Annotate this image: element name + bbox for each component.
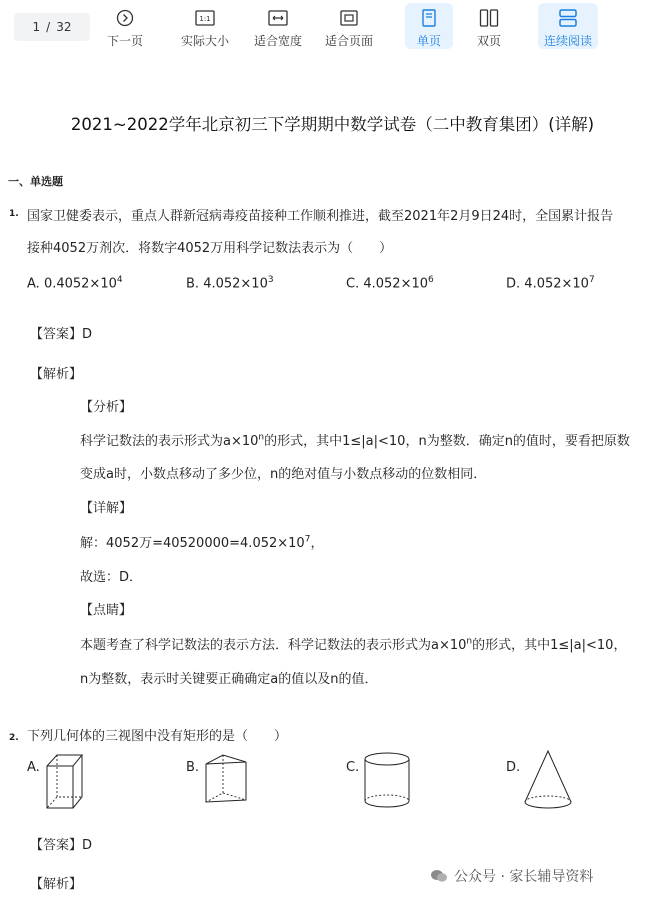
option-label: A. xyxy=(27,276,40,292)
section-heading: 一、单选题 xyxy=(8,175,63,188)
question-1-fenxi-line-1: 科学记数法的表示形式为$a\times 10^n$的形式，其中1≤|a|<10，n为整数．确定n的值时，要看把原数 xyxy=(80,432,630,449)
option-label: C. xyxy=(346,276,360,292)
question-2-option-d-label: D. xyxy=(506,760,521,775)
triangular-prism-figure xyxy=(203,752,249,804)
question-2-answer: 【答案】D xyxy=(30,838,93,853)
single-page-label: 单页 xyxy=(416,34,441,48)
option-label: D. xyxy=(506,276,521,292)
question-1-dianjing-line-2: n为整数，表示时关键要正确确定a的值以及n的值． xyxy=(80,672,378,687)
single-page-button[interactable] xyxy=(405,3,453,49)
question-1-number: 1. xyxy=(9,209,19,219)
question-2-option-c-label: C. xyxy=(346,760,360,775)
question-1-dianjing-heading: 【点睛】 xyxy=(80,603,133,618)
fit-page-button[interactable] xyxy=(320,3,378,49)
question-2-option-a-label: A. xyxy=(27,760,40,775)
pdf-toolbar xyxy=(0,0,665,56)
document-title: 2021~2022学年北京初三下学期期中数学试卷（二中教育集团）(详解) xyxy=(70,115,595,134)
option-label: B. xyxy=(186,276,200,292)
option-exponent: 4 xyxy=(116,275,123,285)
actual-size-label: 实际大小 xyxy=(180,34,229,48)
continuous-reading-label: 连续阅读 xyxy=(543,34,592,48)
fit-width-label: 适合宽度 xyxy=(253,34,302,48)
fit-width-icon xyxy=(267,7,289,28)
question-1-fenxi-line-2: 变成a时，小数点移动了多少位，n的绝对值与小数点移动的位数相同． xyxy=(80,467,487,482)
watermark xyxy=(430,866,593,886)
question-2-option-b-label: B. xyxy=(186,760,200,775)
question-2-analysis-heading: 【解析】 xyxy=(30,877,83,892)
question-1-answer: 【答案】D xyxy=(30,327,93,342)
svg-text:1:1: 1:1 xyxy=(199,14,211,23)
continuous-reading-icon xyxy=(557,7,579,28)
page-indicator[interactable] xyxy=(14,13,90,41)
question-1-solution: 解：4052万$=40520000=4.052\times 10^7$， xyxy=(80,534,324,551)
option-exponent: 3 xyxy=(267,275,274,285)
question-2-number: 2. xyxy=(9,733,19,743)
question-1-option-b xyxy=(186,275,274,291)
next-page-button[interactable] xyxy=(102,3,148,49)
question-1-dianjing-line-1: 本题考查了科学记数法的表示方法．科学记数法的表示形式为$a\times 10^n$的形式，其中1≤|a|<10， xyxy=(80,636,627,653)
option-exponent: 7 xyxy=(588,275,595,285)
cylinder-figure xyxy=(361,750,413,810)
fit-width-button[interactable] xyxy=(249,3,307,49)
question-1-option-c xyxy=(346,275,434,291)
cuboid-figure xyxy=(44,752,84,810)
question-1-xiangjie-heading: 【详解】 xyxy=(80,501,133,516)
wechat-icon xyxy=(430,869,448,883)
question-1-line-1: 国家卫健委表示，重点人群新冠病毒疫苗接种工作顺利推进，截至2021年2月9日24时，全国累计报告 xyxy=(27,209,614,224)
question-2-text: 下列几何体的三视图中没有矩形的是（ ） xyxy=(27,729,288,744)
double-page-label: 双页 xyxy=(476,34,501,48)
continuous-reading-button[interactable] xyxy=(538,3,598,49)
option-value: 4.052×10 xyxy=(203,276,268,292)
single-page-icon xyxy=(418,7,440,28)
question-1-fenxi-heading: 【分析】 xyxy=(80,400,133,415)
chevron-right-circle-icon xyxy=(114,7,136,28)
question-1-option-d xyxy=(506,275,595,291)
question-1-analysis-heading: 【解析】 xyxy=(30,367,83,382)
option-exponent: 6 xyxy=(428,275,434,285)
page-separator: / xyxy=(46,20,51,34)
option-value: 4.052×10 xyxy=(363,276,429,292)
double-page-button[interactable] xyxy=(465,3,513,49)
option-value: 0.4052×10 xyxy=(43,276,117,292)
next-page-label: 下一页 xyxy=(106,34,143,48)
actual-size-icon xyxy=(194,7,216,28)
question-1-choice: 故选：D． xyxy=(80,570,143,585)
double-page-icon xyxy=(478,7,500,28)
watermark-text: 公众号 · 家长辅导资料 xyxy=(454,869,594,885)
page-current[interactable]: 1 xyxy=(32,20,41,34)
option-value: 4.052×10 xyxy=(524,276,589,292)
page-total: 32 xyxy=(56,20,72,34)
question-1-line-2: 接种4052万剂次．将数字4052万用科学记数法表示为（ ） xyxy=(27,241,393,256)
actual-size-button[interactable] xyxy=(176,3,234,49)
cone-figure xyxy=(520,748,576,812)
fit-page-label: 适合页面 xyxy=(324,34,373,48)
fit-page-icon xyxy=(338,7,360,28)
question-1-option-a xyxy=(27,275,123,291)
